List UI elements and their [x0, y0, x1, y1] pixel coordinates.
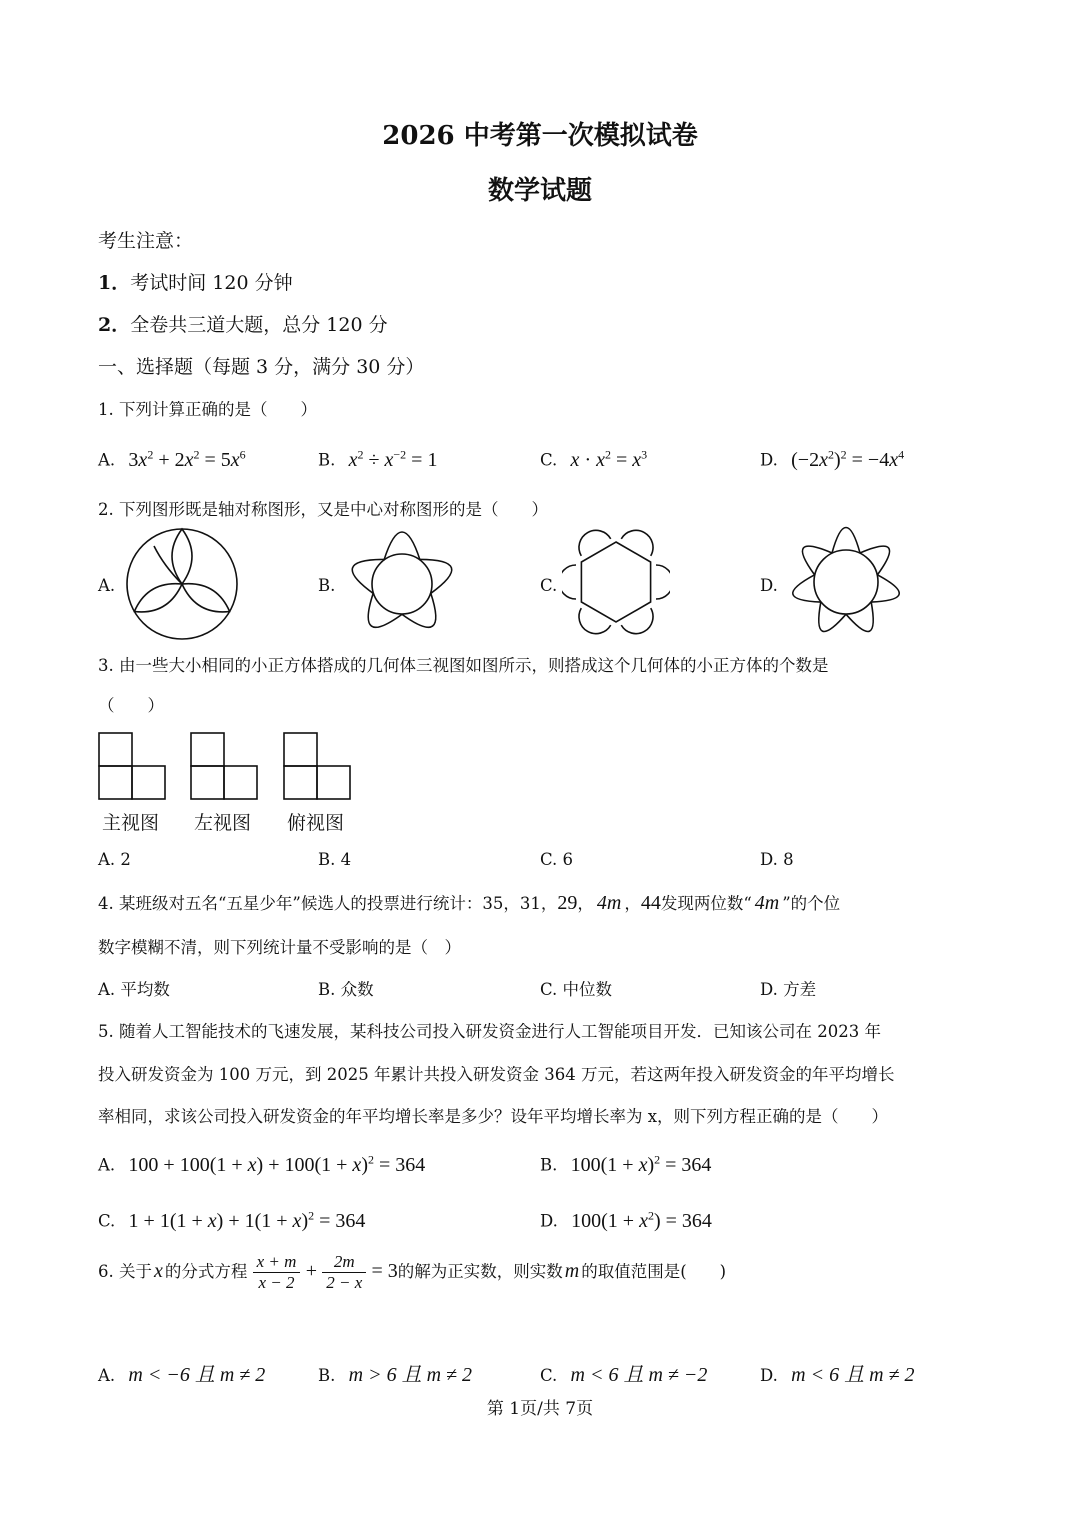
question-6-option-a: A. m < −6 且 m ≠ 2 — [98, 1364, 266, 1386]
section-title: 一、选择题（每题 3 分，满分 30 分） — [98, 356, 425, 378]
notice-heading: 考生注意： — [98, 230, 194, 252]
question-1-stem: 1. 下列计算正确的是（ ） — [98, 400, 317, 419]
top-view-diagram — [283, 732, 353, 800]
fraction-1: $\frac{x + m}{x - 2}$ — [253, 1252, 301, 1293]
top-view-caption: 俯视图 — [287, 812, 345, 834]
question-5-line-2: 投入研发资金为 100 万元，到 2025 年累计共投入研发资金 364 万元，若这两年投入研发资金的年平均增长 — [98, 1065, 895, 1084]
question-3-stem: 3. 由一些大小相同的小正方体搭成的几何体三视图如图所示，则搭成这个几何体的小正方体的个数是 — [98, 656, 829, 675]
question-6-option-b: B. m > 6 且 m ≠ 2 — [318, 1364, 472, 1386]
front-view-diagram — [98, 732, 168, 800]
page-subtitle: 数学试题 — [487, 176, 592, 206]
question-3-stem-cont: （ ） — [98, 696, 164, 715]
question-4-option-c: C. 中位数 — [540, 980, 613, 999]
question-5-option-d: D. $100(1 + x^2) = 364$ — [540, 1208, 712, 1232]
question-2-stem: 2. 下列图形既是轴对称图形，又是中心对称图形的是（ ） — [98, 500, 548, 519]
question-4-option-b: B. 众数 — [318, 980, 374, 999]
question-2-option-b-label: B. — [318, 576, 336, 595]
question-5-option-a: A. $100 + 100(1 + x) + 100(1 + x)^2 = 364$ — [98, 1152, 426, 1176]
question-1-option-b: B. $x^2 \div x^{-2} = 1$ — [318, 447, 438, 471]
figure-d-seven-petal — [784, 524, 908, 640]
question-4-stem-line2: 数字模糊不清，则下列统计量不受影响的是（ ） — [98, 938, 461, 957]
page-number: 第 1页/共 7页 — [486, 1399, 594, 1419]
figure-a-circle-lens — [124, 526, 240, 642]
question-2-option-d-label: D. — [760, 576, 778, 595]
figure-c-hexagon-petals — [562, 526, 670, 638]
figure-b-five-petal — [340, 526, 464, 638]
notice-item-1: 1．考试时间 120 分钟 — [98, 272, 293, 294]
question-3-option-a: A. 2 — [98, 850, 131, 869]
question-5-option-b: B. $100(1 + x)^2 = 364$ — [540, 1152, 712, 1176]
question-6-option-c: C. m < 6 且 m ≠ −2 — [540, 1364, 708, 1386]
fraction-2: $\frac{2m}{2 - x}$ — [322, 1252, 366, 1293]
question-6-option-d: D. m < 6 且 m ≠ 2 — [760, 1364, 915, 1386]
question-4-stem: 4. 某班级对五名“五星少年”候选人的投票进行统计：35，31，29， 4m ，44发现两位数“ 4m ”的个位 — [98, 892, 841, 914]
left-view-caption: 左视图 — [194, 812, 252, 834]
question-1-option-c: C. $x \cdot x^2 = x^3$ — [540, 447, 648, 471]
question-6-stem: 6. 关于 x 的分式方程 $\frac{x + m}{x - 2}$ + $\frac{2m}{2 - x}$ = 3的解为正实数，则实数 m 的取值范围是( ) — [98, 1252, 727, 1292]
question-5-line-3: 率相同，求该公司投入研发资金的年平均增长率是多少？设年平均增长率为 x，则下列方程正确的是（ ） — [98, 1107, 889, 1126]
question-4-option-d: D. 方差 — [760, 980, 817, 999]
question-1-option-d: D. $(-2x^2)^2 = -4x^4$ — [760, 447, 905, 471]
question-5-option-c: C. $1 + 1(1 + x) + 1(1 + x)^2 = 364$ — [98, 1208, 366, 1232]
question-3-option-d: D. 8 — [760, 850, 794, 869]
question-1-option-a: A. $3x^2 + 2x^2 = 5x^6$ — [98, 447, 246, 471]
question-2-option-c-label: C. — [540, 576, 558, 595]
page-title: 2026 中考第一次模拟试卷 — [382, 121, 698, 151]
question-3-option-c: C. 6 — [540, 850, 574, 869]
notice-item-2: 2．全卷共三道大题，总分 120 分 — [98, 314, 388, 336]
front-view-caption: 主视图 — [102, 812, 160, 834]
question-3-option-b: B. 4 — [318, 850, 352, 869]
question-2-option-a-label: A. — [98, 576, 116, 595]
left-view-diagram — [190, 732, 260, 800]
question-5-line-1: 5. 随着人工智能技术的飞速发展，某科技公司投入研发资金进行人工智能项目开发．已知该公司在 2023 年 — [98, 1022, 881, 1041]
question-4-option-a: A. 平均数 — [98, 980, 170, 999]
